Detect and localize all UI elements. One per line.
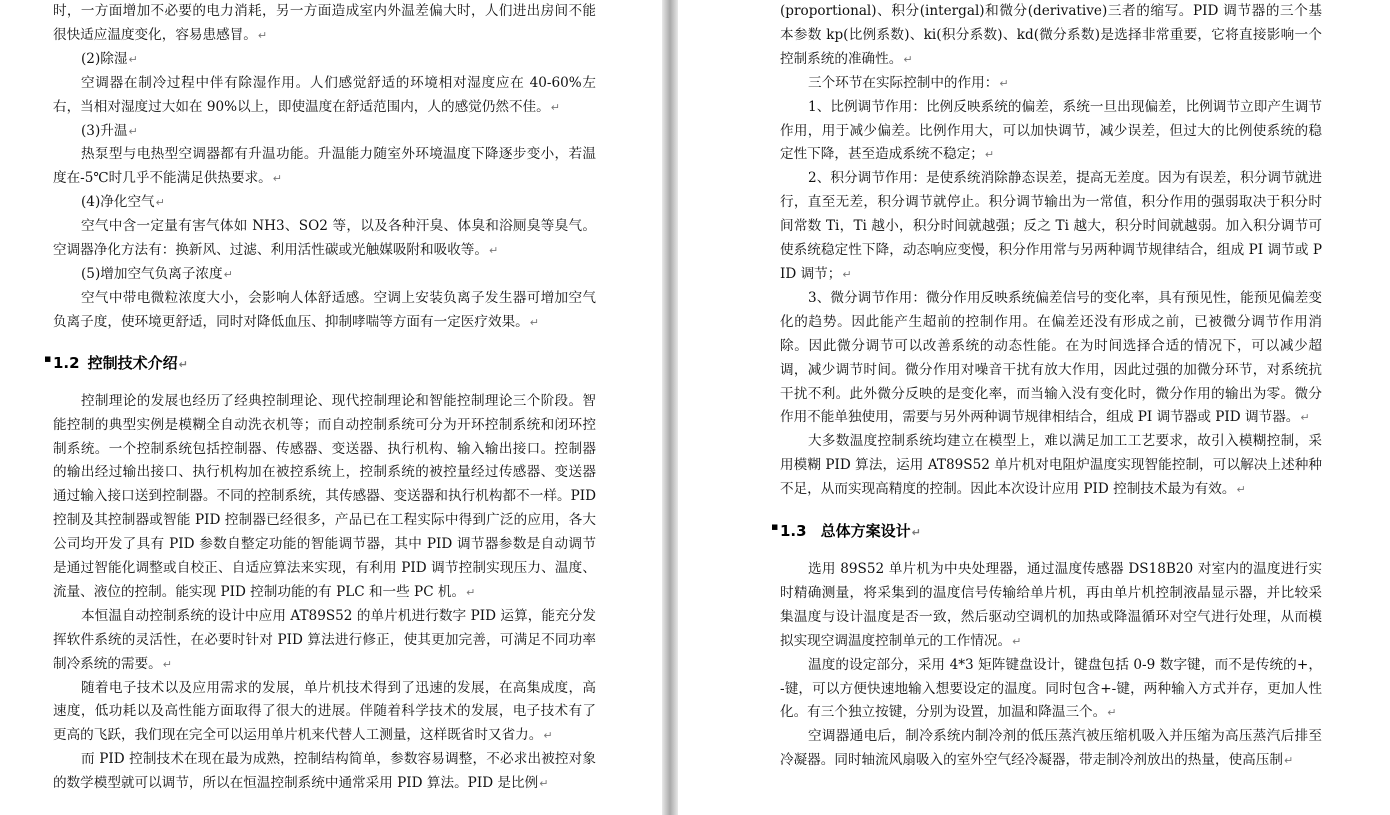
paragraph-mark-icon: ↵ xyxy=(1283,754,1294,768)
paragraph-mark-icon: ↵ xyxy=(128,124,138,138)
paragraph-text: 而 PID 控制技术在现在最为成熟，控制结构简单，参数容易调整，不必求出被控对象的数学模型就可以调节，所以在恒温控制系统中通常采用 PID 算法。PID 是比例 xyxy=(53,751,596,792)
paragraph xyxy=(780,558,1322,654)
paragraph-mark-icon: ↵ xyxy=(1300,411,1310,425)
paragraph-mark-icon: ↵ xyxy=(1012,634,1022,648)
paragraph-mark-icon: ↵ xyxy=(466,585,476,599)
paragraph-text: 控制理论的发展也经历了经典控制理论、现代控制理论和智能控制理论三个阶段。智能控制的典型实例是模糊全自动洗衣机等；而自动控制系统可分为开环控制系统和闭环控制系统。一个控制系统包括控制器、传感器、变送器、执行机构、输入输出接口。控制器的输出经过输出接口、执行机构加在被控系统上，控制系统的被控量经过传感器、变送器通过输入接口送到控制器。不同的控制系统，其传感器、变送器和执行机构都不一样。PID 控制及其控制器或智能 PID 控制器已经很多，产品已在工程实际中得到广泛的应用，各大公司均开发了具有 PID 参数自整定功能的智能调节器，其中 PID 调节器参数是自动调节是通过智能化调整或自校正、自适应算法来实现，有利用 PID 调节控制实现压力、温度、流量、液位的控制。能实现 PID 控制功能的有 PLC 和一些 PC 机。 xyxy=(53,392,596,600)
paragraph-text: 热泵型与电热型空调器都有升温功能。升温能力随室外环境温度下降逐步变小，若温度在-5℃时几乎不能满足供热要求。 xyxy=(53,146,596,187)
paragraph-mark-icon: ↵ xyxy=(272,172,282,186)
heading-number: 1.3 xyxy=(780,522,807,541)
paragraph xyxy=(780,96,1322,168)
paragraph-text: 时，一方面增加不必要的电力消耗，另一方面造成室内外温差偏大时，人们进出房间不能很快适应温度变化，容易患感冒。 xyxy=(53,3,596,43)
paragraph xyxy=(780,0,1322,72)
paragraph-mark-icon: ↵ xyxy=(257,28,268,42)
left-top-paragraphs xyxy=(53,0,596,335)
paragraph-text: 选用 89S52 单片机为中央处理器，通过温度传感器 DS18B20 对室内的温度进行实时精确测量，将采集到的温度信号传输给单片机，再由单片机控制液晶显示器，并比较采集温度与设计温度是否一致，然后驱动空调机的加热或降温循环对空气进行处理，从而模拟实现空调温度控制单元的工作情况。 xyxy=(780,561,1322,649)
paragraph xyxy=(780,654,1322,726)
heading-title: 控制技术介绍 xyxy=(87,353,178,372)
paragraph-mark-icon: ↵ xyxy=(178,357,188,371)
paragraph xyxy=(53,390,596,605)
paragraph xyxy=(53,120,596,144)
paragraph xyxy=(780,287,1322,430)
paragraph-text: 空气中带电微粒浓度大小，会影响人体舒适感。空调上安装负离子发生器可增加空气负离子度，使环境更舒适，同时对降低血压、抑制哮喘等方面有一定医疗效果。 xyxy=(53,289,596,330)
paragraph-text: 大多数温度控制系统均建立在模型上，难以满足加工工艺要求，故引入模糊控制，采用模糊 PID 算法，运用 AT89S52 单片机对电阻炉温度实现智能控制，可以解决上述种种不足，从而实现高精度的控制。因此本次设计应用 PID 控制技术最为有效。 xyxy=(780,433,1322,498)
paragraph xyxy=(780,430,1322,502)
paragraph-text: 空调器在制冷过程中伴有除湿作用。人们感觉舒适的环境相对湿度应在 40-60%左右，当相对湿度过大如在 90%以上，即使温度在舒适范围内，人的感觉仍然不佳。 xyxy=(53,74,596,115)
heading-title: 总体方案设计 xyxy=(820,522,911,541)
paragraph-text: 随着电子技术以及应用需求的发展，单片机技术得到了迅速的发展，在高集成度，高速度，低功耗以及高性能方面取得了很大的进展。伴随着科学技术的发展，电子技术有了更高的飞跃，我们现在完全可以运用单片机来代替人工测量，这样既省时又省力。 xyxy=(53,679,596,744)
paragraph-text: 1、比例调节作用：比例反映系统的偏差，系统一旦出现偏差，比例调节立即产生调节作用，用于减少偏差。比例作用大，可以加快调节，减少误差，但过大的比例使系统的稳定性下降，甚至造成系统不稳定； xyxy=(780,98,1322,163)
paragraph xyxy=(780,725,1322,773)
document-page-left xyxy=(0,0,662,815)
paragraph-text: 3、微分调节作用：微分作用反映系统偏差信号的变化率，具有预见性，能预见偏差变化的趋势。因此能产生超前的控制作用。在偏差还没有形成之前，已被微分调节作用消除。因此微分调节可以改善系统的动态性能。在为时间选择合适的情况下，可以减少超调，减少调节时间。微分作用对噪音干扰有放大作用，因此过强的加微分环节，对系统抗干扰不利。此外微分反映的是变化率，而当输入没有变化时，微分作用的输出为零。微分作用不能单独使用，需要与另外两种调节规律相结合，组成 PI 调节器或 PID 调节器。 xyxy=(780,289,1322,426)
paragraph-mark-icon: ↵ xyxy=(984,148,995,162)
paragraph xyxy=(53,72,596,120)
paragraph xyxy=(53,143,596,191)
paragraph-mark-icon: ↵ xyxy=(550,100,560,114)
document-page-right xyxy=(678,0,1390,815)
paragraph-text: 本恒温自动控制系统的设计中应用 AT89S52 的单片机进行数字 PID 运算，能充分发挥软件系统的灵活性，在必要时针对 PID 算法进行修正，使其更加完善，可满足不同功率制冷系统的需要。 xyxy=(53,607,596,672)
paragraph-mark-icon: ↵ xyxy=(489,244,499,258)
paragraph-text: (3)升温 xyxy=(81,122,128,139)
left-bottom-paragraphs xyxy=(53,390,596,796)
paragraph-text: 空气中含一定量有害气体如 NH3、SO2 等，以及各种汗臭、体臭和浴厕臭等臭气。空调器净化方法有：换新风、过滤、利用活性碳或光触媒吸附和吸收等。 xyxy=(53,218,596,259)
heading-bullet-icon: ▪ xyxy=(771,520,779,534)
paragraph-text: (5)增加空气负离子浓度 xyxy=(81,265,223,282)
paragraph xyxy=(53,287,596,335)
paragraph xyxy=(53,605,596,677)
paragraph-text: 三个环节在实际控制中的作用： xyxy=(808,74,999,91)
heading-bullet-icon: ▪ xyxy=(44,351,52,365)
paragraph-mark-icon: ↵ xyxy=(543,729,553,743)
paragraph-mark-icon: ↵ xyxy=(155,196,165,210)
paragraph-text: (2)除湿 xyxy=(81,50,128,67)
section-heading-1-3 xyxy=(771,520,1322,541)
paragraph-mark-icon: ↵ xyxy=(1236,483,1246,497)
paragraph-mark-icon: ↵ xyxy=(1107,706,1117,720)
paragraph-text: (proportional)、积分(intergal)和微分(derivative)三者的缩写。PID 调节器的三个基本参数 kp(比例系数)、ki(积分系数)、kd(微分系数)是选择非常重要，它将直接影响一个控制系统的准确性。 xyxy=(780,3,1322,67)
right-bottom-paragraphs xyxy=(780,558,1322,773)
paragraph xyxy=(780,72,1322,96)
paragraph xyxy=(53,48,596,72)
paragraph xyxy=(53,748,596,796)
paragraph xyxy=(53,677,596,749)
paragraph-mark-icon: ↵ xyxy=(223,267,233,281)
paragraph-mark-icon: ↵ xyxy=(539,777,549,791)
paragraph-mark-icon: ↵ xyxy=(903,52,913,66)
page-right-text-column xyxy=(771,0,1322,773)
paragraph-mark-icon: ↵ xyxy=(842,267,852,281)
paragraph xyxy=(53,263,596,287)
paragraph xyxy=(780,167,1322,287)
paragraph-mark-icon: ↵ xyxy=(999,76,1009,90)
heading-number: 1.2 xyxy=(53,353,80,372)
page-gutter xyxy=(662,0,678,815)
paragraph-text: 2、积分调节作用：是使系统消除静态误差，提高无差度。因为有误差，积分调节就进行，直至无差，积分调节就停止。积分调节输出为一常值，积分作用的强弱取决于积分时间常数 Ti，Ti 越小，积分时间就越强；反之 Ti 越大，积分时间就越弱。加入积分调节可使系统稳定性下降，动态响应变慢，积分作用常与另两种调节规律结合，组成 PI 调节或 PID 调节； xyxy=(780,170,1322,282)
paragraph-text: 温度的设定部分，采用 4*3 矩阵键盘设计，键盘包括 0-9 数字键，而不是传统的+，-键，可以方便快速地输入想要设定的温度。同时包含+-键，两种输入方式并存，更加人性化。有三个独立按键，分别为设置，加温和降温三个。 xyxy=(780,656,1322,721)
paragraph-mark-icon: ↵ xyxy=(529,315,539,329)
right-top-paragraphs xyxy=(780,0,1322,502)
paragraph-text: 空调器通电后，制冷系统内制冷剂的低压蒸汽被压缩机吸入并压缩为高压蒸汽后排至冷凝器。同时轴流风扇吸入的室外空气经冷凝器，带走制冷剂放出的热量，使高压制 xyxy=(780,728,1322,769)
section-heading-1-2 xyxy=(44,351,596,373)
paragraph-mark-icon: ↵ xyxy=(128,52,138,66)
paragraph xyxy=(53,215,596,263)
page-left-text-column xyxy=(44,0,596,796)
paragraph xyxy=(53,0,596,48)
paragraph-text: (4)净化空气 xyxy=(81,194,155,211)
paragraph-mark-icon: ↵ xyxy=(911,526,921,540)
paragraph-mark-icon: ↵ xyxy=(162,657,172,671)
paragraph xyxy=(53,191,596,215)
